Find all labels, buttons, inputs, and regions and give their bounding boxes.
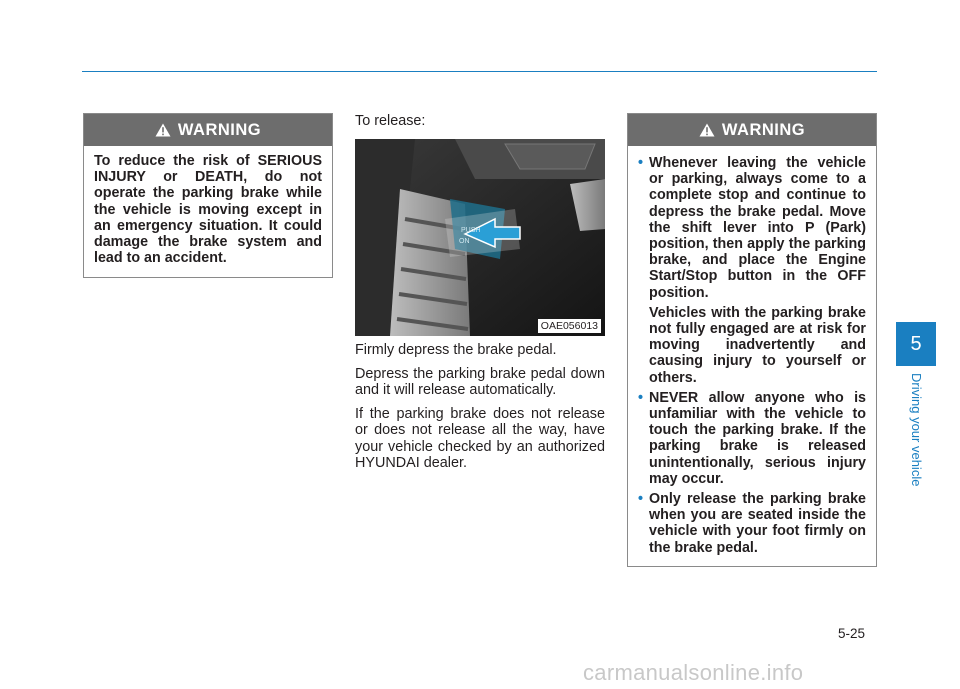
warning-text-left: To reduce the risk of SERIOUS INJURY or DEATH, do not operate the parking brake while the vehicle is moving except in an emergency situation. It could damage the brake system and lead to an accident. xyxy=(94,153,322,267)
warning-triangle-icon xyxy=(155,123,171,137)
warning-box-left xyxy=(83,113,333,278)
parking-brake-photo xyxy=(355,139,605,336)
chapter-title-vertical xyxy=(904,373,928,503)
bullet-icon: • xyxy=(638,155,644,171)
main-column xyxy=(355,113,605,130)
paragraph-1: Firmly depress the brake pedal. xyxy=(355,342,557,358)
bullet-icon: • xyxy=(638,491,644,508)
page-number: 5-25 xyxy=(838,626,866,641)
svg-text:PUSH: PUSH xyxy=(461,227,481,234)
bullet-subtext-1: Vehicles with the parking brake not fully engaged are at risk for moving inadvertently and causing injury to yourself or others. xyxy=(649,304,866,386)
watermark: carmanualsonline.info xyxy=(583,660,804,685)
warning-box-right xyxy=(627,113,877,567)
warning-heading-right: WARNING xyxy=(721,120,806,139)
bullet-text-2: NEVER allow anyone who is unfamiliar with the vehicle to touch the parking brake. If the parking brake is released unintentionally, serious injury may occur. xyxy=(649,389,866,487)
warning-list-right xyxy=(628,146,876,556)
bullet-icon: • xyxy=(638,389,644,406)
warning-header-left xyxy=(84,114,332,146)
paragraph-3: If the parking brake does not release or does not release all the way, have your vehicle checked by an authorized HYUNDAI dealer. xyxy=(355,405,605,471)
warning-heading-left: WARNING xyxy=(177,120,262,139)
section-title: To release: xyxy=(355,113,426,129)
image-code: OAE056013 xyxy=(538,319,601,333)
list-item xyxy=(638,491,866,556)
bullet-text-3: Only release the parking brake when you are seated inside the vehicle with your foot firmly on the brake pedal. xyxy=(649,491,866,556)
warning-header-right xyxy=(628,114,876,146)
warning-triangle-icon xyxy=(699,123,715,137)
svg-text:ON: ON xyxy=(459,238,470,245)
paragraph-2: Depress the parking brake pedal down and it will release automatically. xyxy=(355,365,605,398)
chapter-number-tab: 5 xyxy=(896,322,936,366)
top-rule xyxy=(82,71,877,72)
main-paragraphs xyxy=(355,342,605,479)
list-item xyxy=(638,155,866,386)
parking-brake-pedal-illustration xyxy=(355,139,605,336)
list-item xyxy=(638,390,866,487)
bullet-text-1: Whenever leaving the vehicle or parking, always come to a complete stop and continue to depress the brake pedal. Move the shift lever into P (Park) position, then apply the parking brake, and place the Engine Start/Stop button in the OFF position. xyxy=(649,155,866,301)
chapter-title: Driving your vehicle xyxy=(909,373,924,487)
